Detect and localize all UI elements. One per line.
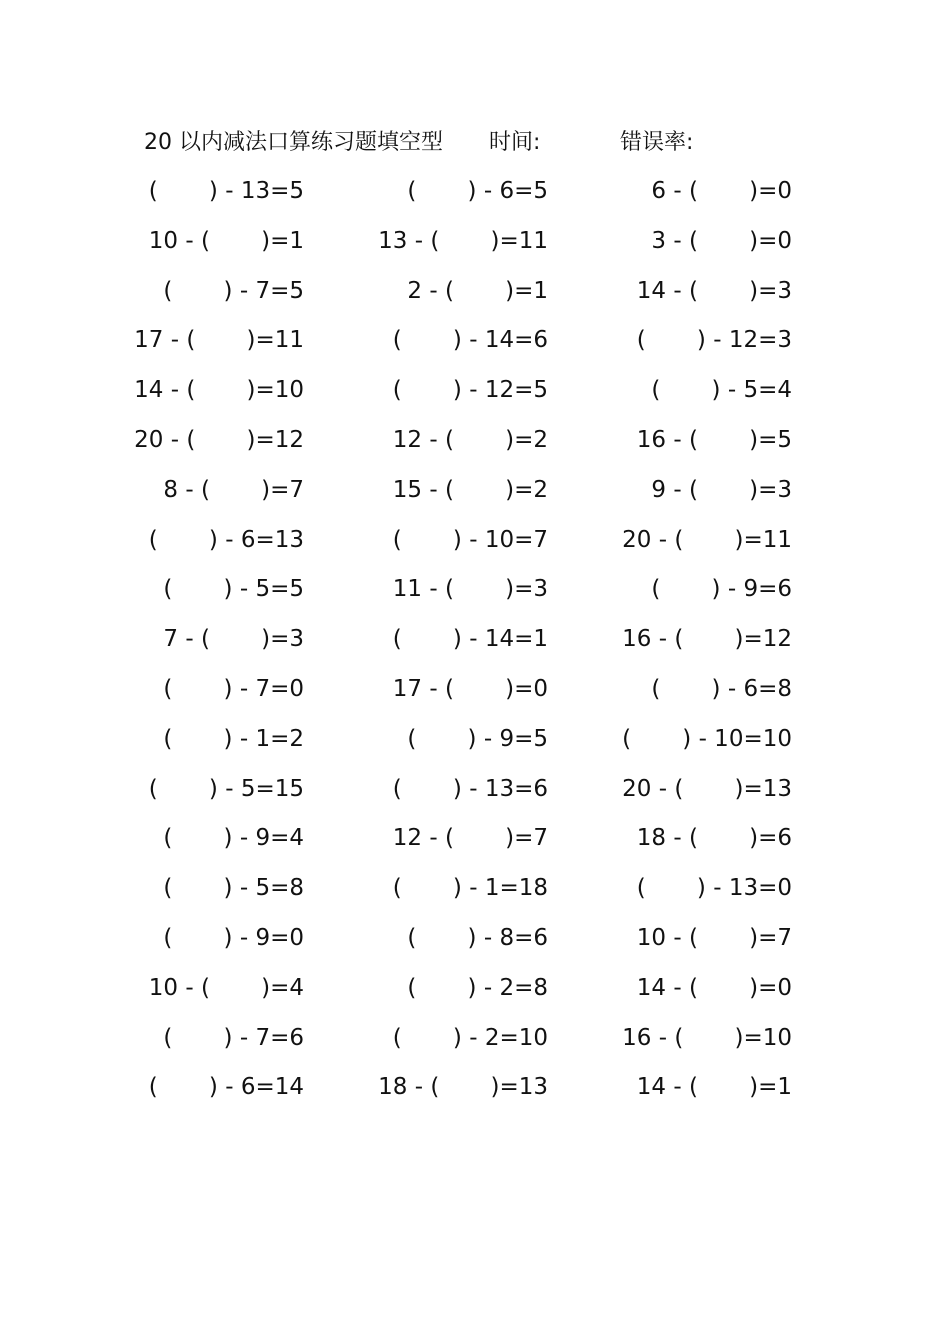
problem-item: 18 - ( )=13: [378, 1074, 548, 1101]
problem-item: ( ) - 6=8: [651, 675, 792, 702]
problem-item: 18 - ( )=6: [636, 825, 792, 852]
problem-item: 17 - ( )=11: [134, 327, 304, 354]
problem-item: ( ) - 12=3: [636, 327, 792, 354]
problem-item: 13 - ( )=11: [378, 227, 548, 254]
problem-item: 20 - ( )=12: [134, 426, 304, 453]
problem-row: [0, 819, 950, 869]
problem-item: 8 - ( )=7: [163, 476, 304, 503]
problem-row: [0, 471, 950, 521]
problem-row: [0, 969, 950, 1019]
problem-item: ( ) - 9=4: [163, 825, 304, 852]
error-rate-label: 错误率:: [620, 130, 694, 155]
problem-item: 6 - ( )=0: [651, 178, 792, 204]
problem-row: [0, 521, 950, 571]
problem-item: ( ) - 14=1: [392, 626, 548, 653]
problem-item: ( ) - 12=5: [392, 377, 548, 404]
problem-row: [0, 421, 950, 471]
problem-row: [0, 172, 950, 222]
problem-item: ( ) - 5=5: [163, 576, 304, 603]
problem-row: [0, 620, 950, 670]
problem-row: [0, 1019, 950, 1069]
problem-item: 16 - ( )=12: [622, 626, 792, 653]
problem-item: ( ) - 7=6: [163, 1024, 304, 1051]
problem-row: [0, 570, 950, 620]
time-label: 时间:: [489, 130, 541, 155]
problem-row: [0, 770, 950, 820]
worksheet-title: 20 以内减法口算练习题填空型: [144, 130, 443, 155]
problem-row: [0, 321, 950, 371]
problem-row: [0, 919, 950, 969]
problem-item: 10 - ( )=4: [148, 974, 304, 1001]
problem-item: 16 - ( )=5: [636, 426, 792, 453]
problem-item: 14 - ( )=10: [134, 377, 304, 404]
problem-item: ( ) - 2=8: [407, 974, 548, 1001]
problem-grid: [0, 172, 950, 1118]
problem-item: ( ) - 7=5: [163, 277, 304, 304]
problem-item: 7 - ( )=3: [163, 626, 304, 653]
problem-item: ( ) - 5=15: [148, 775, 304, 802]
problem-item: 12 - ( )=2: [392, 426, 548, 453]
problem-item: ( ) - 6=5: [407, 178, 548, 204]
problem-item: ( ) - 9=0: [163, 924, 304, 951]
problem-item: 11 - ( )=3: [392, 576, 548, 603]
problem-row: [0, 670, 950, 720]
problem-item: ( ) - 10=7: [392, 526, 548, 553]
problem-item: 14 - ( )=3: [636, 277, 792, 304]
problem-item: 10 - ( )=7: [636, 924, 792, 951]
problem-item: ( ) - 6=13: [148, 526, 304, 553]
problem-row: [0, 371, 950, 421]
problem-item: ( ) - 7=0: [163, 675, 304, 702]
problem-item: ( ) - 5=8: [163, 875, 304, 902]
problem-item: 15 - ( )=2: [392, 476, 548, 503]
problem-item: 20 - ( )=13: [622, 775, 792, 802]
problem-item: 14 - ( )=1: [636, 1074, 792, 1101]
problem-item: ( ) - 13=0: [636, 875, 792, 902]
problem-item: ( ) - 8=6: [407, 924, 548, 951]
problem-row: [0, 272, 950, 322]
problem-item: 14 - ( )=0: [636, 974, 792, 1001]
problem-item: ( ) - 9=6: [651, 576, 792, 603]
problem-item: ( ) - 10=10: [622, 725, 792, 752]
problem-item: ( ) - 13=6: [392, 775, 548, 802]
problem-item: 20 - ( )=11: [622, 526, 792, 553]
problem-item: ( ) - 6=14: [148, 1074, 304, 1101]
problem-item: 3 - ( )=0: [651, 227, 792, 254]
problem-item: 2 - ( )=1: [407, 277, 548, 304]
problem-row: [0, 222, 950, 272]
problem-item: 9 - ( )=3: [651, 476, 792, 503]
problem-item: ( ) - 2=10: [392, 1024, 548, 1051]
problem-item: 12 - ( )=7: [392, 825, 548, 852]
problem-row: [0, 869, 950, 919]
problem-item: ( ) - 14=6: [392, 327, 548, 354]
problem-row: [0, 1068, 950, 1118]
problem-item: ( ) - 9=5: [407, 725, 548, 752]
problem-item: 17 - ( )=0: [392, 675, 548, 702]
problem-item: ( ) - 1=18: [392, 875, 548, 902]
problem-item: 10 - ( )=1: [148, 227, 304, 254]
problem-item: ( ) - 13=5: [148, 178, 304, 204]
problem-item: 16 - ( )=10: [622, 1024, 792, 1051]
problem-item: ( ) - 1=2: [163, 725, 304, 752]
problem-row: [0, 720, 950, 770]
problem-item: ( ) - 5=4: [651, 377, 792, 404]
